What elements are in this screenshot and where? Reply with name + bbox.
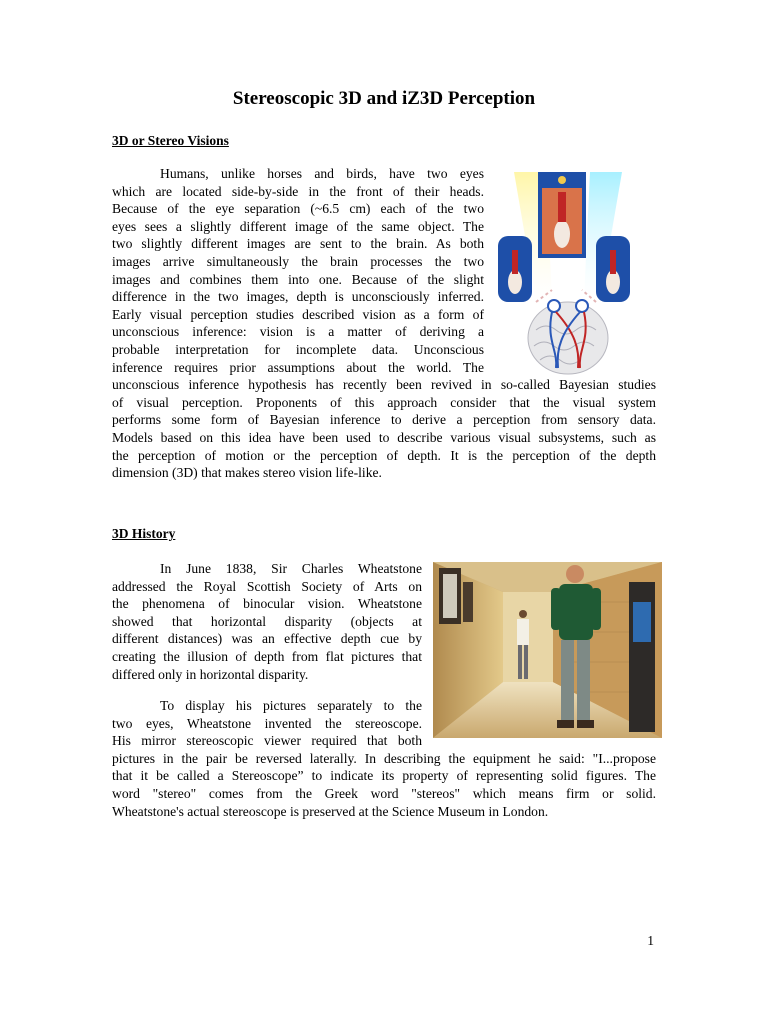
text-line: addressed the Royal Scottish Society of Arts on [112, 578, 422, 594]
text-line: Wheatstone's actual stereoscope is preserved at the Science Museum in London. [112, 803, 549, 819]
text-line: probable interpretation for incomplete data. Unconscious [112, 341, 484, 357]
text-line: dimension (3D) that makes stereo vision life-like. [112, 465, 382, 481]
section-heading-stereo-visions: 3D or Stereo Visions [112, 133, 229, 148]
text-line: images arrive simultaneously the brain processes the two [112, 253, 484, 269]
text-line: creating the illusion of depth from flat pictures that [112, 648, 422, 664]
binocular-vision-illustration [496, 170, 640, 376]
text-line: differed only in horizontal disparity. [112, 666, 309, 682]
text-line: images and combines them into one. Because of the slight [112, 271, 484, 287]
text-line: Because of the eye separation (~6.5 cm) each of the two [112, 201, 484, 217]
text-line: Humans, unlike horses and birds, have two eyes [160, 166, 484, 181]
text-line: the perception of motion or the perception of depth. It is the perception of the depth [112, 447, 656, 463]
text-line: two eyes, Wheatstone invented the stereoscope. [112, 715, 422, 731]
text-line: difference in the two images, depth is unconsciously inferred. [112, 289, 484, 305]
text-line: unconscious inference: vision is a matter of deriving a [112, 324, 484, 340]
text-line: Early visual perception studies described vision as a form of [112, 306, 484, 322]
text-line: inference requires prior assumptions about the world. The [112, 359, 484, 375]
text-line: showed that horizontal disparity (objects at [112, 613, 422, 629]
text-line: performs some form of Bayesian inference to derive a perception from sensory data. [112, 412, 656, 428]
page-title: Stereoscopic 3D and iZ3D Perception [232, 88, 536, 109]
text-line: which are located side-by-side in the front of their heads. [112, 183, 484, 199]
text-line: pictures in the pair be reversed laterally. In describing the equipment he said: "I...propose [112, 750, 656, 766]
text-line: His mirror stereoscopic viewer required that both [112, 733, 422, 749]
section-heading-3d-history: 3D History [112, 526, 176, 541]
text-line: the phenomena of binocular vision. Wheatstone [112, 596, 422, 612]
paragraph-3d-history-1 [112, 560, 422, 683]
text-line: eyes sees a slightly different image of the same object. The [112, 218, 484, 234]
hallway-photo [433, 562, 662, 738]
text-line: In June 1838, Sir Charles Wheatstone [160, 561, 422, 576]
text-line: To display his pictures separately to the [160, 698, 422, 713]
text-line: Models based on this idea have been used to describe various visual subsystems, such as [112, 429, 656, 445]
text-line: word "stereo" comes from the Greek word "stereos" which means firm or solid. [112, 785, 656, 801]
text-line: that it be called a Stereoscope” to indicate its property of representing solid figures. The [112, 768, 656, 784]
text-line: different distances) was an effective depth cue by [112, 631, 422, 647]
text-line: unconscious inference hypothesis has recently been revived in so-called Bayesian studies [112, 377, 656, 393]
text-line: two slightly different images are sent to the brain. As both [112, 236, 484, 252]
page-number: 1 [647, 933, 654, 948]
text-line: of visual perception. Proponents of this approach consider that the visual system [112, 394, 656, 410]
